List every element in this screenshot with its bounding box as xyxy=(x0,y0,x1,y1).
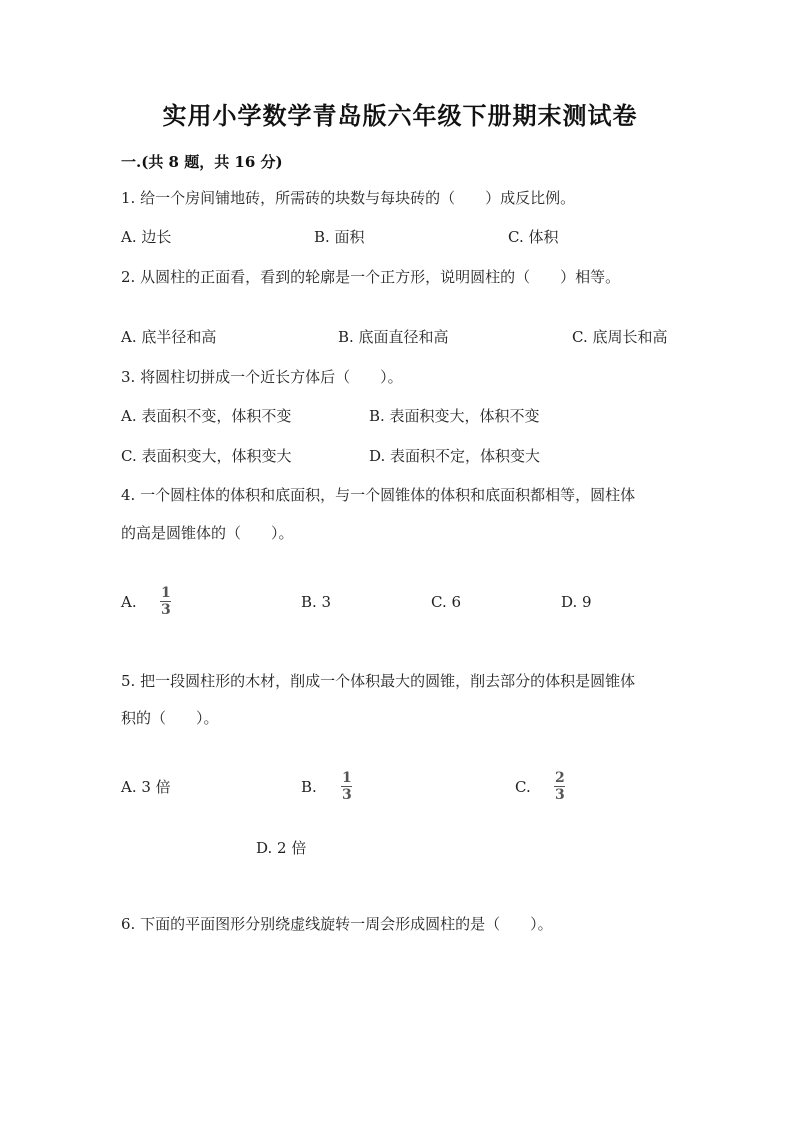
question-5-option-b-label: B. xyxy=(301,778,317,796)
question-4-option-a-label: A. xyxy=(121,593,137,611)
question-2-option-a: A. 底半径和高 xyxy=(121,328,217,346)
question-3-option-c: C. 表面积变大，体积变大 xyxy=(121,447,292,465)
fraction-numerator: 1 xyxy=(342,770,352,786)
fraction-denominator: 3 xyxy=(555,787,565,803)
question-4-option-d: D. 9 xyxy=(561,593,592,611)
page-title: 实用小学数学青岛版六年级下册期末测试卷 xyxy=(162,101,638,130)
fraction-denominator: 3 xyxy=(342,787,352,803)
question-5-option-a: A. 3 倍 xyxy=(121,778,171,796)
question-3-option-b: B. 表面积变大，体积不变 xyxy=(369,407,540,425)
section-heading: 一.(共 8 题，共 16 分) xyxy=(121,153,283,171)
question-3-option-a: A. 表面积不变，体积不变 xyxy=(121,407,292,425)
question-4-text-line-1: 4. 一个圆柱体的体积和底面积，与一个圆锥体的体积和底面积都相等，圆柱体 xyxy=(121,486,636,504)
question-4-option-c: C. 6 xyxy=(431,593,462,611)
question-1-text: 1. 给一个房间铺地砖，所需砖的块数与每块砖的（ ）成反比例。 xyxy=(121,189,576,207)
question-3-option-d: D. 表面积不定，体积变大 xyxy=(369,447,541,465)
question-5-option-b-fraction xyxy=(341,771,353,802)
question-2-option-b: B. 底面直径和高 xyxy=(338,328,449,346)
question-5-option-c-label: C. xyxy=(515,778,531,796)
question-5-option-d: D. 2 倍 xyxy=(256,839,307,857)
question-5-text-line-2: 积的（ ）。 xyxy=(121,709,219,727)
fraction-numerator: 2 xyxy=(555,770,565,786)
question-1-option-b: B. 面积 xyxy=(314,228,365,246)
question-4-text-line-2: 的高是圆锥体的（ ）。 xyxy=(121,524,294,542)
question-2-text: 2. 从圆柱的正面看，看到的轮廓是一个正方形，说明圆柱的（ ）相等。 xyxy=(121,268,621,286)
question-3-text: 3. 将圆柱切拼成一个近长方体后（ ）。 xyxy=(121,368,403,386)
question-4-option-a-fraction xyxy=(160,586,172,617)
question-2-option-c: C. 底周长和高 xyxy=(572,328,668,346)
question-1-option-a: A. 边长 xyxy=(121,228,172,246)
question-1-option-c: C. 体积 xyxy=(508,228,559,246)
question-5-text-line-1: 5. 把一段圆柱形的木材，削成一个体积最大的圆锥，削去部分的体积是圆锥体 xyxy=(121,672,636,690)
question-4-option-b: B. 3 xyxy=(301,593,332,611)
question-6-text: 6. 下面的平面图形分别绕虚线旋转一周会形成圆柱的是（ ）。 xyxy=(121,915,553,933)
fraction-numerator: 1 xyxy=(161,585,171,601)
question-5-option-c-fraction xyxy=(554,771,566,802)
fraction-denominator: 3 xyxy=(161,602,171,618)
